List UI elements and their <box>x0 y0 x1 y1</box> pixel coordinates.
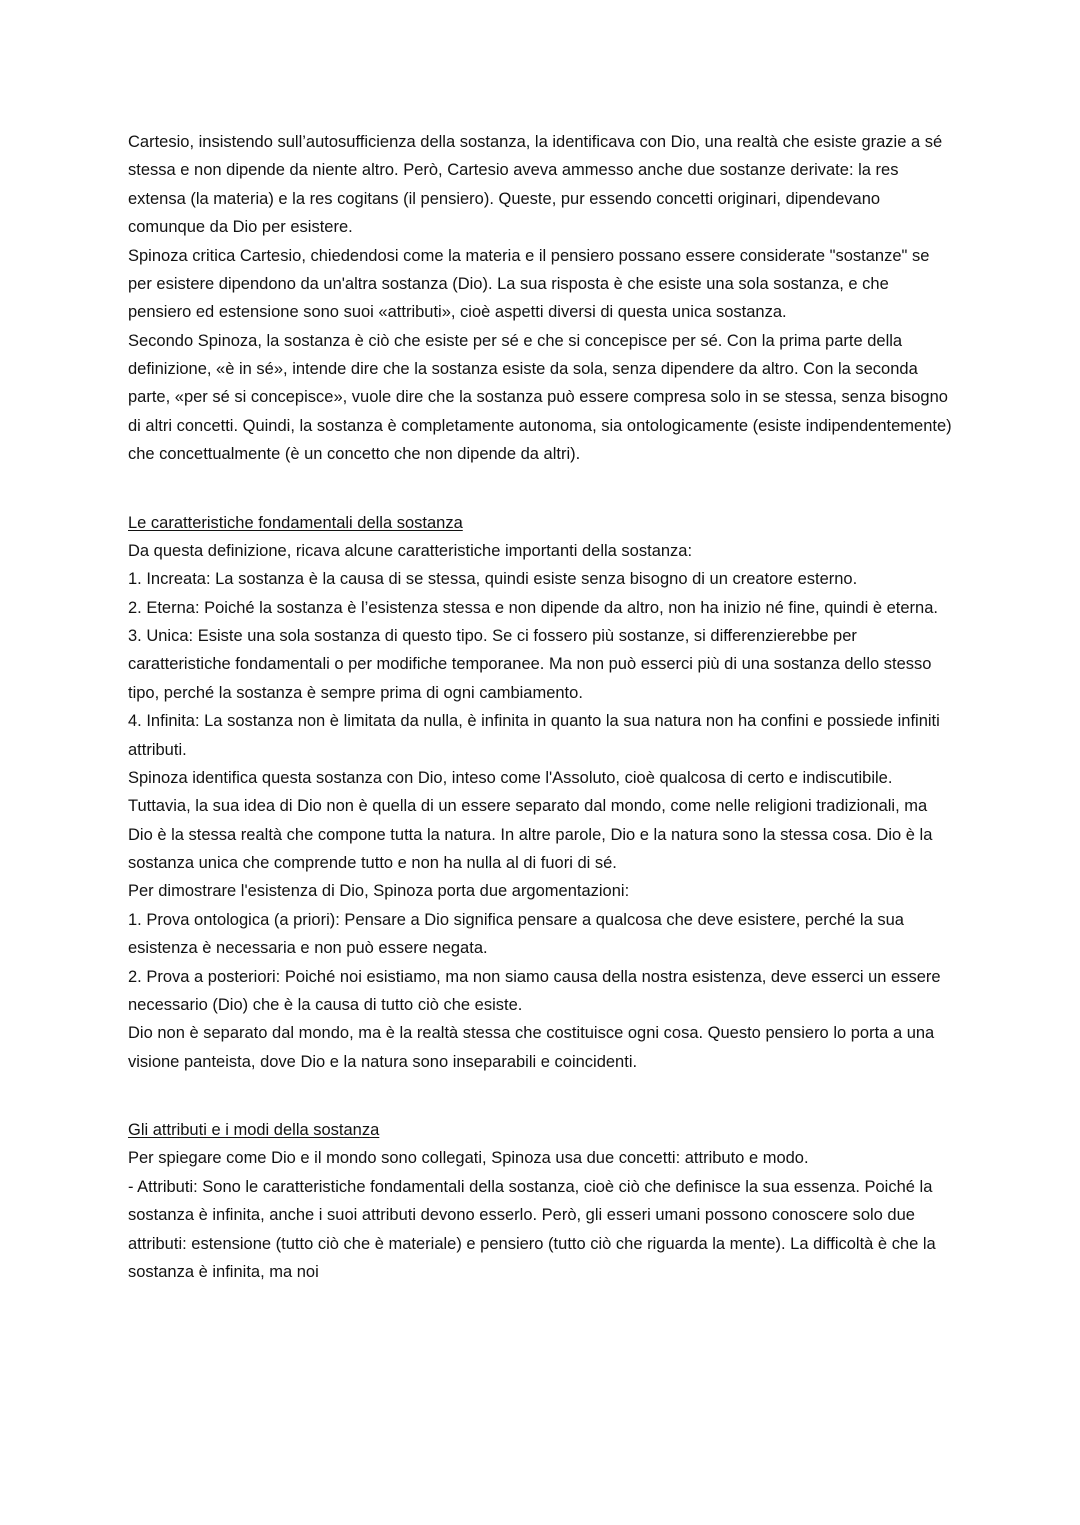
heading-caratteristiche-sostanza: Le caratteristiche fondamentali della sostanza <box>128 513 463 532</box>
paragraph-definizione-sostanza: Secondo Spinoza, la sostanza è ciò che esiste per sé e che si concepisce per sé. Con la prima parte della definizione, «è in sé», intende dire che la sostanza esiste da sola, senza dipendere da altro. Con la seconda parte, «per sé si concepisce», vuole dire che la sostanza può essere compresa solo in se stessa, senza bisogno di altri concetti. Quindi, la sostanza è completamente autonoma, sia ontologicamente (esiste indipendentemente) che concettualmente (è un concetto che non dipende da altri). <box>128 331 952 464</box>
list-item-prova-ontologica: 1. Prova ontologica (a priori): Pensare a Dio significa pensare a qualcosa che deve esistere, perché la sua esistenza è necessaria e non può essere negata. <box>128 910 904 958</box>
paragraph-sostanza-dio: Spinoza identifica questa sostanza con Dio, inteso come l'Assoluto, cioè qualcosa di certo e indiscutibile. Tuttavia, la sua idea di Dio non è quella di un essere separato dal mondo, come nelle religioni tradizionali, ma Dio è la stessa realtà che compone tutta la natura. In altre parole, Dio e la natura sono la stessa cosa. Dio è la sostanza unica che comprende tutto e non ha nulla al di fuori di sé. <box>128 768 933 872</box>
list-item-unica: 3. Unica: Esiste una sola sostanza di questo tipo. Se ci fossero più sostanze, si differenzierebbe per caratteristiche fondamentali o per modifiche temporanee. Ma non può esserci più di una sostanza dello stesso tipo, perché la sostanza è sempre prima di ogni cambiamento. <box>128 627 932 702</box>
paragraph-attributo-modo-intro: Per spiegare come Dio e il mondo sono collegati, Spinoza usa due concetti: attributo e modo. <box>128 1149 809 1168</box>
paragraph-cartesio-sostanza: Cartesio, insistendo sull’autosufficienza della sostanza, la identificava con Dio, una realtà che esiste grazie a sé stessa e non dipende da niente altro. Però, Cartesio aveva ammesso anche due sostanze derivate: la res extensa (la materia) e la res cogitans (il pensiero). Queste, pur essendo concetti originari, dipendevano comunque da Dio per esistere. <box>128 133 943 237</box>
list-item-increata: 1. Increata: La sostanza è la causa di se stessa, quindi esiste senza bisogno di un creatore esterno. <box>128 570 858 589</box>
list-item-infinita: 4. Infinita: La sostanza non è limitata da nulla, è infinita in quanto la sua natura non ha confini e possiede infiniti attributi. <box>128 712 940 759</box>
paragraph-spacer <box>128 469 952 509</box>
paragraph-argomentazioni-intro: Per dimostrare l'esistenza di Dio, Spinoza porta due argomentazioni: <box>128 882 630 901</box>
paragraph-intro-caratteristiche: Da questa definizione, ricava alcune caratteristiche importanti della sostanza: <box>128 541 693 560</box>
heading-attributi-modi: Gli attributi e i modi della sostanza <box>128 1121 380 1139</box>
list-item-eterna: 2. Eterna: Poiché la sostanza è l’esistenza stessa e non dipende da altro, non ha inizio né fine, quindi è eterna. <box>128 598 938 617</box>
document-text-body <box>128 128 952 1286</box>
list-item-attributi: - Attributi: Sono le caratteristiche fondamentali della sostanza, cioè ciò che definisce la sua essenza. Poiché la sostanza è infinita, anche i suoi attributi devono esserlo. Però, gli esseri umani possono conoscere solo due attributi: estensione (tutto ciò che è materiale) e pensiero (tutto ciò che riguarda la mente). La difficoltà è che la sostanza è infinita, ma noi <box>128 1177 936 1281</box>
paragraph-panteismo: Dio non è separato dal mondo, ma è la realtà stessa che costituisce ogni cosa. Questo pensiero lo porta a una visione panteista, dove Dio e la natura sono inseparabili e coincidenti. <box>128 1024 935 1071</box>
paragraph-spinoza-critica: Spinoza critica Cartesio, chiedendosi come la materia e il pensiero possano essere considerate "sostanze" se per esistere dipendono da un'altra sostanza (Dio). La sua risposta è che esiste una sola sostanza, e che pensiero ed estensione sono suoi «attributi», cioè aspetti diversi di questa unica sostanza. <box>128 246 930 322</box>
list-item-prova-posteriori: 2. Prova a posteriori: Poiché noi esistiamo, ma non siamo causa della nostra esistenza, deve esserci un essere necessario (Dio) che è la causa di tutto ciò che esiste. <box>128 967 941 1014</box>
paragraph-spacer <box>128 1076 952 1116</box>
